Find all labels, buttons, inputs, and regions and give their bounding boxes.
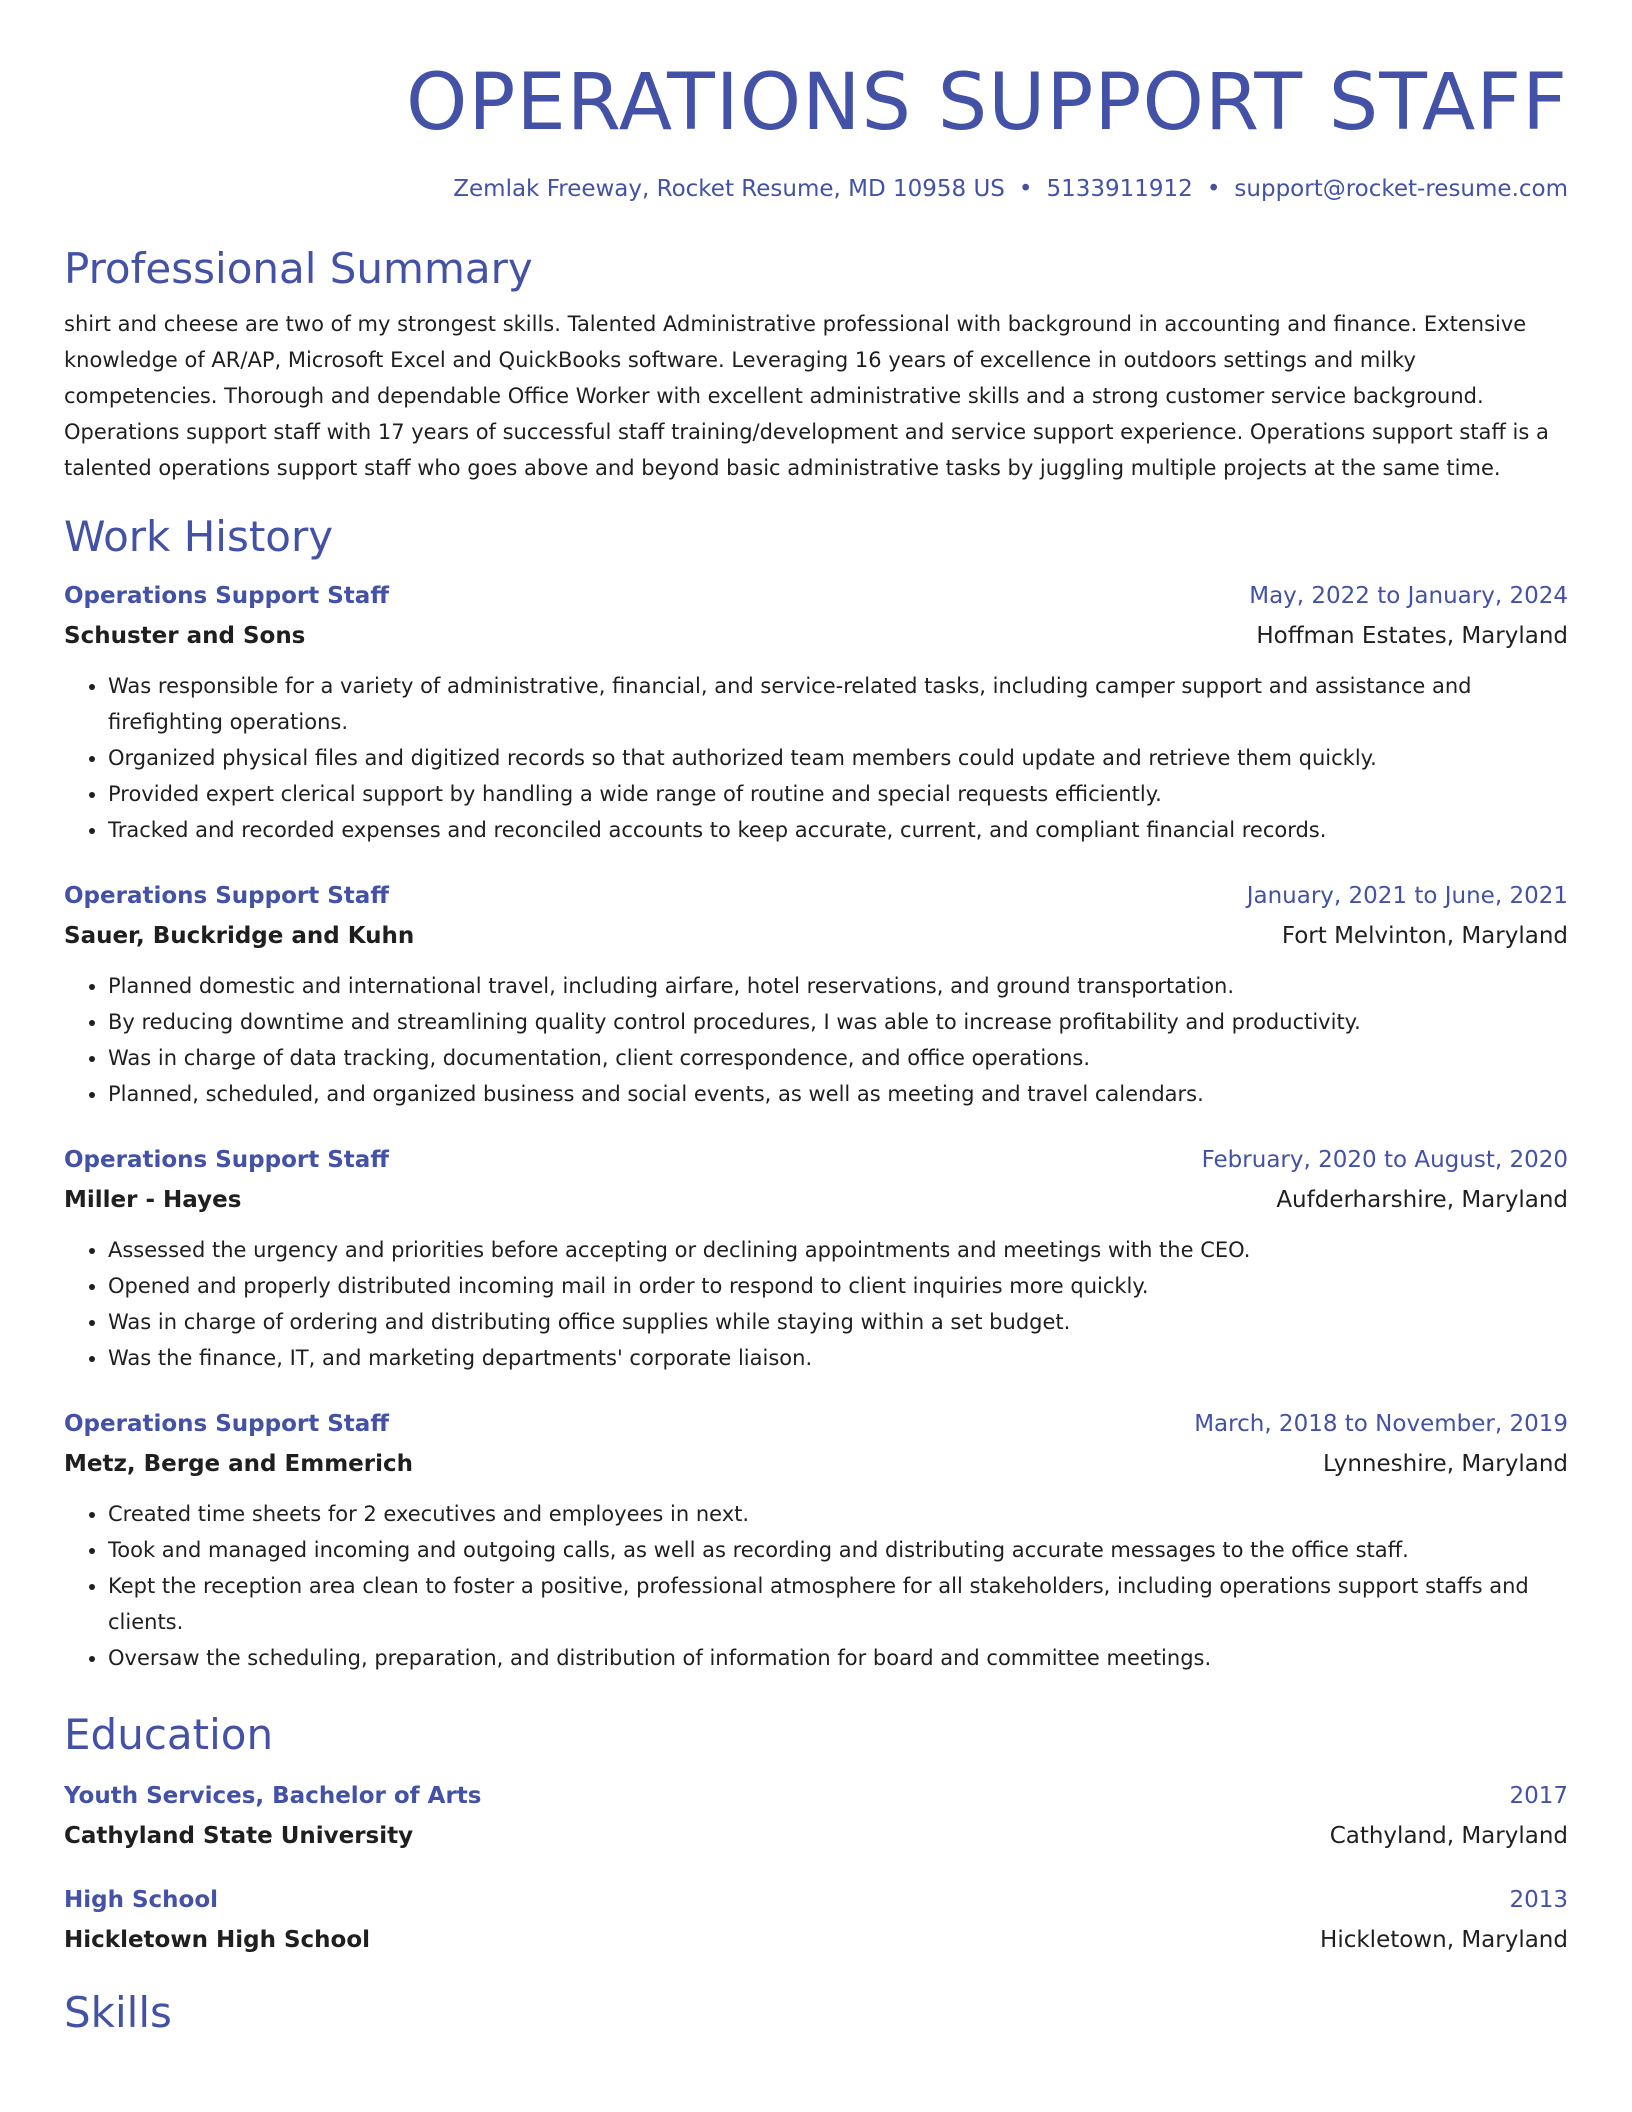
job-bullets (64, 1232, 1568, 1376)
job-bullet: • Was responsible for a variety of administrative, financial, and service-related tasks, including camper support and assistance and firefighting operations. (108, 668, 1568, 740)
job-company: Sauer, Buckridge and Kuhn (64, 923, 415, 949)
education-location: Cathyland, Maryland (1329, 1823, 1568, 1849)
education-year: 2013 (1509, 1887, 1568, 1913)
resume-page (64, 0, 1568, 2038)
contact-email: support@rocket-resume.com (1234, 176, 1568, 202)
job-bullet: • Was in charge of ordering and distributing office supplies while staying within a set budget. (108, 1304, 1568, 1340)
education-degree: High School (64, 1887, 219, 1913)
job-header-row (64, 578, 1568, 614)
contact-separator: • (1206, 176, 1221, 202)
job-bullet: • Provided expert clerical support by handling a wide range of routine and special requests efficiently. (108, 776, 1568, 812)
job-role: Operations Support Staff (64, 1411, 389, 1437)
contact-phone: 5133911912 (1046, 176, 1193, 202)
education-school: Cathyland State University (64, 1823, 414, 1849)
job-company: Schuster and Sons (64, 623, 306, 649)
job-bullet: • Opened and properly distributed incoming mail in order to respond to client inquiries more quickly. (108, 1268, 1568, 1304)
job-dates: January, 2021 to June, 2021 (1246, 883, 1568, 909)
job-bullet: • Took and managed incoming and outgoing calls, as well as recording and distributing accurate messages to the office staff. (108, 1532, 1568, 1568)
job-dates: February, 2020 to August, 2020 (1201, 1147, 1568, 1173)
job-dates: March, 2018 to November, 2019 (1194, 1411, 1568, 1437)
job-company-row (64, 1182, 1568, 1218)
job-company: Miller - Hayes (64, 1187, 242, 1213)
education-location: Hickletown, Maryland (1320, 1927, 1568, 1953)
job-bullet: • Kept the reception area clean to foster a positive, professional atmosphere for all stakeholders, including operations support staffs and clients. (108, 1568, 1568, 1640)
job-dates: May, 2022 to January, 2024 (1249, 583, 1568, 609)
education-year: 2017 (1509, 1783, 1568, 1809)
job-bullet: • Organized physical files and digitized records so that authorized team members could update and retrieve them quickly. (108, 740, 1568, 776)
job-company-row (64, 918, 1568, 954)
section-title-summary: Professional Summary (64, 244, 533, 293)
job-role: Operations Support Staff (64, 883, 389, 909)
job-role: Operations Support Staff (64, 1147, 389, 1173)
job-header-row (64, 878, 1568, 914)
education-school-row (64, 1922, 1568, 1958)
education-entry (64, 1778, 1568, 1854)
job-company: Metz, Berge and Emmerich (64, 1451, 413, 1477)
job-bullet: • Was the finance, IT, and marketing departments' corporate liaison. (108, 1340, 1568, 1376)
job-bullet: • Was in charge of data tracking, documentation, client correspondence, and office operations. (108, 1040, 1568, 1076)
job-location: Lynneshire, Maryland (1323, 1451, 1568, 1477)
section-title-work-history: Work History (64, 512, 334, 561)
job-bullets (64, 1496, 1568, 1676)
job-bullet: • Planned, scheduled, and organized business and social events, as well as meeting and travel calendars. (108, 1076, 1568, 1112)
section-title-education: Education (64, 1710, 274, 1759)
job-bullet: • Oversaw the scheduling, preparation, and distribution of information for board and committee meetings. (108, 1640, 1568, 1676)
job-location: Hoffman Estates, Maryland (1256, 623, 1568, 649)
education-header-row (64, 1882, 1568, 1918)
contact-separator: • (1018, 176, 1033, 202)
job-entry (64, 1142, 1568, 1376)
education-header-row (64, 1778, 1568, 1814)
job-entry (64, 878, 1568, 1112)
job-bullet: • Assessed the urgency and priorities before accepting or declining appointments and meetings with the CEO. (108, 1232, 1568, 1268)
job-bullets (64, 968, 1568, 1112)
summary-text: shirt and cheese are two of my strongest skills. Talented Administrative professional with background in accounting and finance. Extensive knowledge of AR/AP, Microsoft Excel and QuickBooks software. Leveraging 16 years of excellence in outdoors settings and milky competencies. Thorough and dependable Office Worker with excellent administrative skills and a strong customer service background. Operations support staff with 17 years of successful staff training/development and service support experience. Operations support staff is a talented operations support staff who goes above and beyond basic administrative tasks by juggling multiple projects at the same time. (64, 312, 1549, 480)
job-company-row (64, 1446, 1568, 1482)
resume-name: OPERATIONS SUPPORT STAFF (406, 58, 1568, 148)
job-entry (64, 1406, 1568, 1676)
section-title-skills: Skills (64, 1988, 172, 2037)
job-role: Operations Support Staff (64, 583, 389, 609)
contact-line (64, 172, 1568, 206)
education-degree: Youth Services, Bachelor of Arts (64, 1783, 482, 1809)
job-header-row (64, 1406, 1568, 1442)
education-entry (64, 1882, 1568, 1958)
job-bullet: • Planned domestic and international travel, including airfare, hotel reservations, and ground transportation. (108, 968, 1568, 1004)
contact-address: Zemlak Freeway, Rocket Resume, MD 10958 US (453, 176, 1005, 202)
job-location: Fort Melvinton, Maryland (1281, 923, 1568, 949)
job-bullet: • Tracked and recorded expenses and reconciled accounts to keep accurate, current, and compliant financial records. (108, 812, 1568, 848)
job-bullet: • Created time sheets for 2 executives and employees in next. (108, 1496, 1568, 1532)
education-school-row (64, 1818, 1568, 1854)
job-header-row (64, 1142, 1568, 1178)
job-bullets (64, 668, 1568, 848)
job-location: Aufderharshire, Maryland (1276, 1187, 1568, 1213)
job-company-row (64, 618, 1568, 654)
education-school: Hickletown High School (64, 1927, 371, 1953)
job-bullet: • By reducing downtime and streamlining quality control procedures, I was able to increase profitability and productivity. (108, 1004, 1568, 1040)
job-entry (64, 578, 1568, 848)
